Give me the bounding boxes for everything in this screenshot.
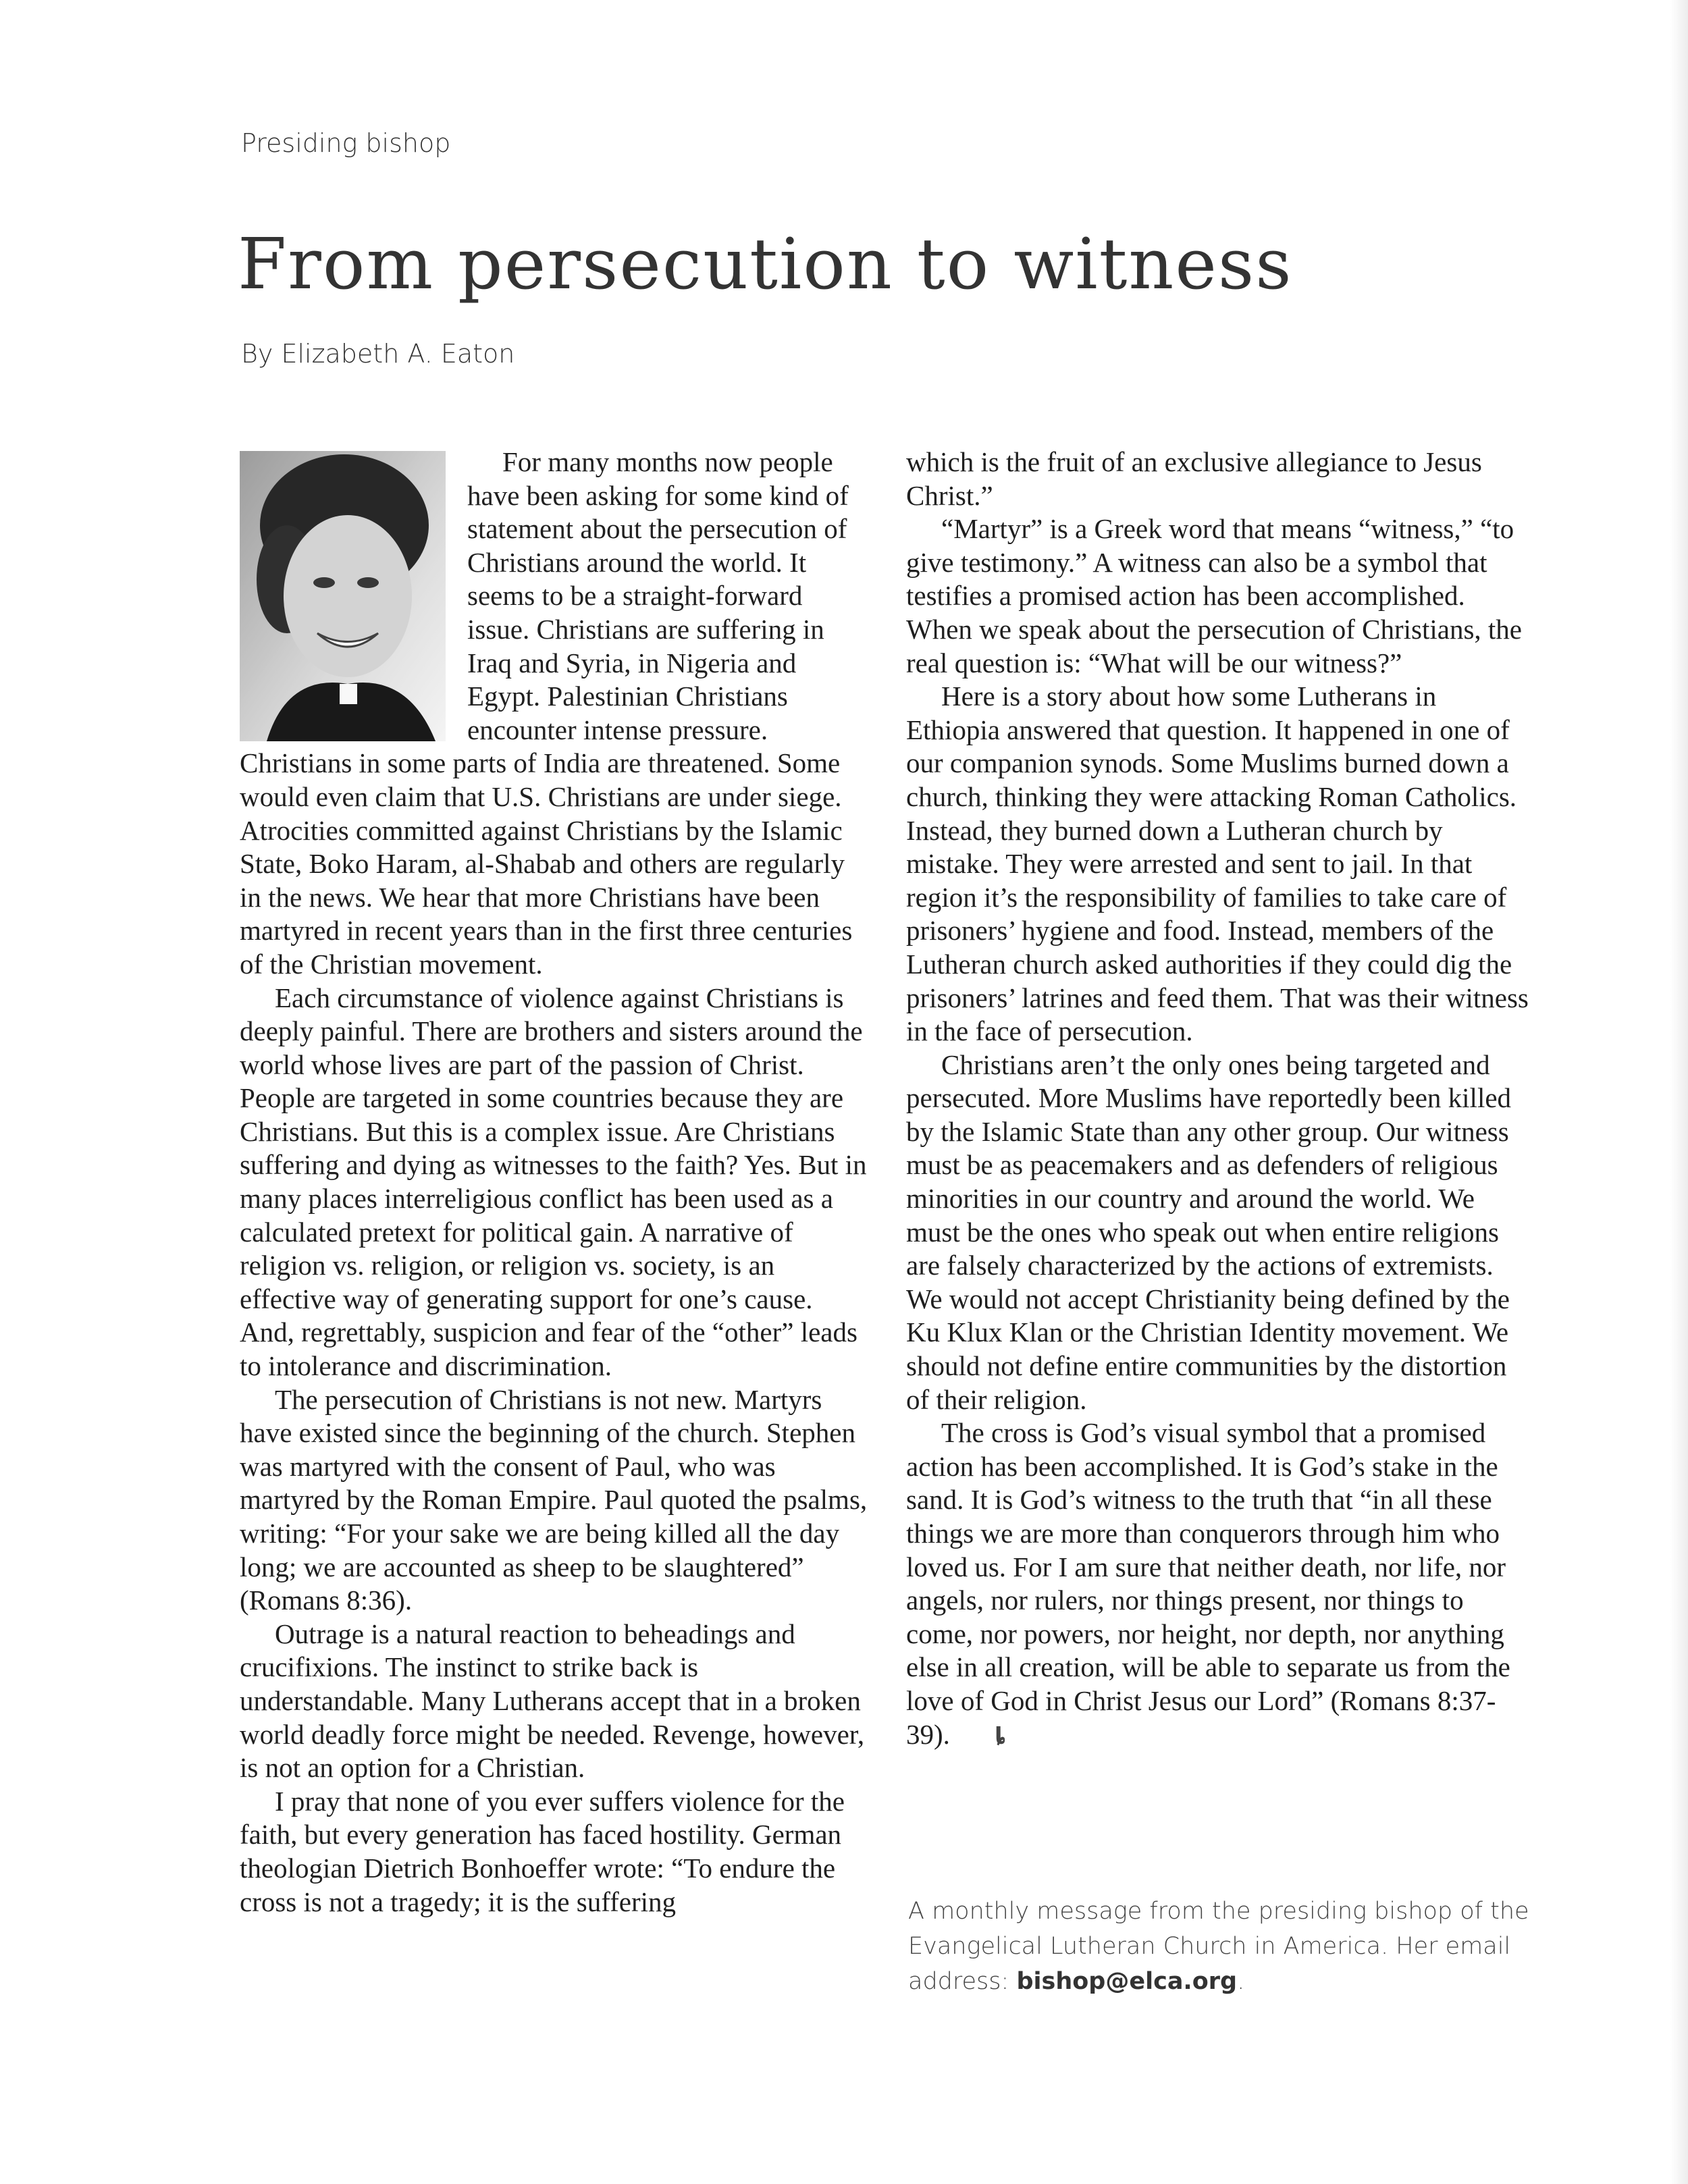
scan-edge-shadow — [1670, 0, 1688, 2184]
section-label: Presiding bishop — [241, 128, 451, 158]
paragraph-5: I pray that none of you ever suffers violence for the faith, but every generation has faced hostility. German theologian Dietrich Bonhoeffer wrote: “To endure the cross is not a tragedy; it is the suffering — [240, 1785, 845, 1917]
paragraph-9 — [906, 1416, 1534, 1753]
byline: By Elizabeth A. Eaton — [241, 339, 515, 369]
footer-note-text: A monthly message from the presiding bishop of the Evangelical Lutheran Church in America. Her email address: — [908, 1898, 1529, 1995]
paragraph-9-text: The cross is God’s visual symbol that a promised action has been accomplished. It is God’s stake in the sand. It is God’s witness to the truth that “in all these things we are more than conquerors through him who loved us. For I am sure that neither death, nor life, nor angels, nor rulers, nor things present, nor things to come, nor powers, nor height, nor depth, nor anything else in all creation, will be able to separate us from the love of God in Christ Jesus our Lord” (Romans 8:37-39). — [906, 1417, 1510, 1750]
footer-period: . — [1237, 1968, 1245, 1995]
email-link[interactable]: bishop@elca.org — [1016, 1968, 1238, 1995]
paragraph-5-continued: which is the fruit of an exclusive allegiance to Jesus Christ.” — [906, 446, 1482, 511]
column-right — [906, 446, 1534, 1753]
article-title: From persecution to witness — [238, 223, 1293, 305]
paragraph-8: Christians aren’t the only ones being targeted and persecuted. More Muslims have reportedly been killed by the Islamic State than any other group. Our witness must be as peacemakers and as defenders of religious minorities in our country and around the world. We must be the ones who speak out when entire religions are falsely characterized by the actions of extremists. We would not accept Christianity being defined by the Ku Klux Klan or the Christian Identity movement. We should not define entire communities by the distortion of their religion. — [906, 1048, 1512, 1415]
paragraph-4: Outrage is a natural reaction to beheadings and crucifixions. The instinct to strike back is understandable. Many Lutherans accept that in a broken world deadly force might be needed. Revenge, however, is not an option for a Christian. — [240, 1618, 865, 1784]
paragraph-3: The persecution of Christians is not new. Martyrs have existed since the beginning of the church. Stephen was martyred with the consent of Paul, who was martyred by the Roman Empire. Paul quoted the psalms, writing: “For your sake we are being killed all the day long; we are accounted as sheep to be slaughtered” (Romans 8:36). — [240, 1383, 868, 1616]
column-left — [240, 446, 868, 1919]
paragraph-2: Each circumstance of violence against Christians is deeply painful. There are brothers and sisters around the world whose lives are part of the passion of Christ. People are targeted in some countries because they are Christians. But this is a complex issue. Are Christians suffering and dying as witnesses to the faith? Yes. But in many places interreligious conflict has been used as a calculated pretext for political gain. A narrative of religion vs. religion, or religion vs. society, is an effective way of generating support for one’s cause. And, regrettably, suspicion and fear of the “other” leads to intolerance and discrimination. — [240, 982, 867, 1382]
end-mark-icon: ȴ — [994, 1722, 1006, 1750]
paragraph-1: For many months now people have been asking for some kind of statement about the persecution of Christians around the world. It seems to be a straight-forward issue. Christians are suffering in Iraq and Syria, in Nigeria and Egypt. Palestinian Christians encounter intense pressure. Christians in some parts of India are threatened. Some would even claim that U.S. Christians are under siege. Atrocities committed against Christians by the Islamic State, Boko Haram, al-Shabab and others are regularly in the news. We hear that more Christians have been martyred in recent years than in the first three centuries of the Christian movement. — [240, 446, 853, 980]
footer-note — [908, 1894, 1543, 1999]
paragraph-7: Here is a story about how some Lutherans in Ethiopia answered that question. It happened in one of our companion synods. Some Muslims burned down a church, thinking they were attacking Roman Catholics. Instead, they burned down a Lutheran church by mistake. They were arrested and sent to jail. In that region it’s the responsibility of families to take care of prisoners’ hygiene and food. Instead, members of the Lutheran church asked authorities if they could dig the prisoners’ latrines and feed them. That was their witness in the face of persecution. — [906, 681, 1529, 1047]
paragraph-6: “Martyr” is a Greek word that means “witness,” “to give testimony.” A witness can also be a symbol that testifies a promised action has been accomplished. When we speak about the persecution of Christians, the real question is: “What will be our witness?” — [906, 513, 1522, 678]
author-portrait — [240, 451, 446, 741]
